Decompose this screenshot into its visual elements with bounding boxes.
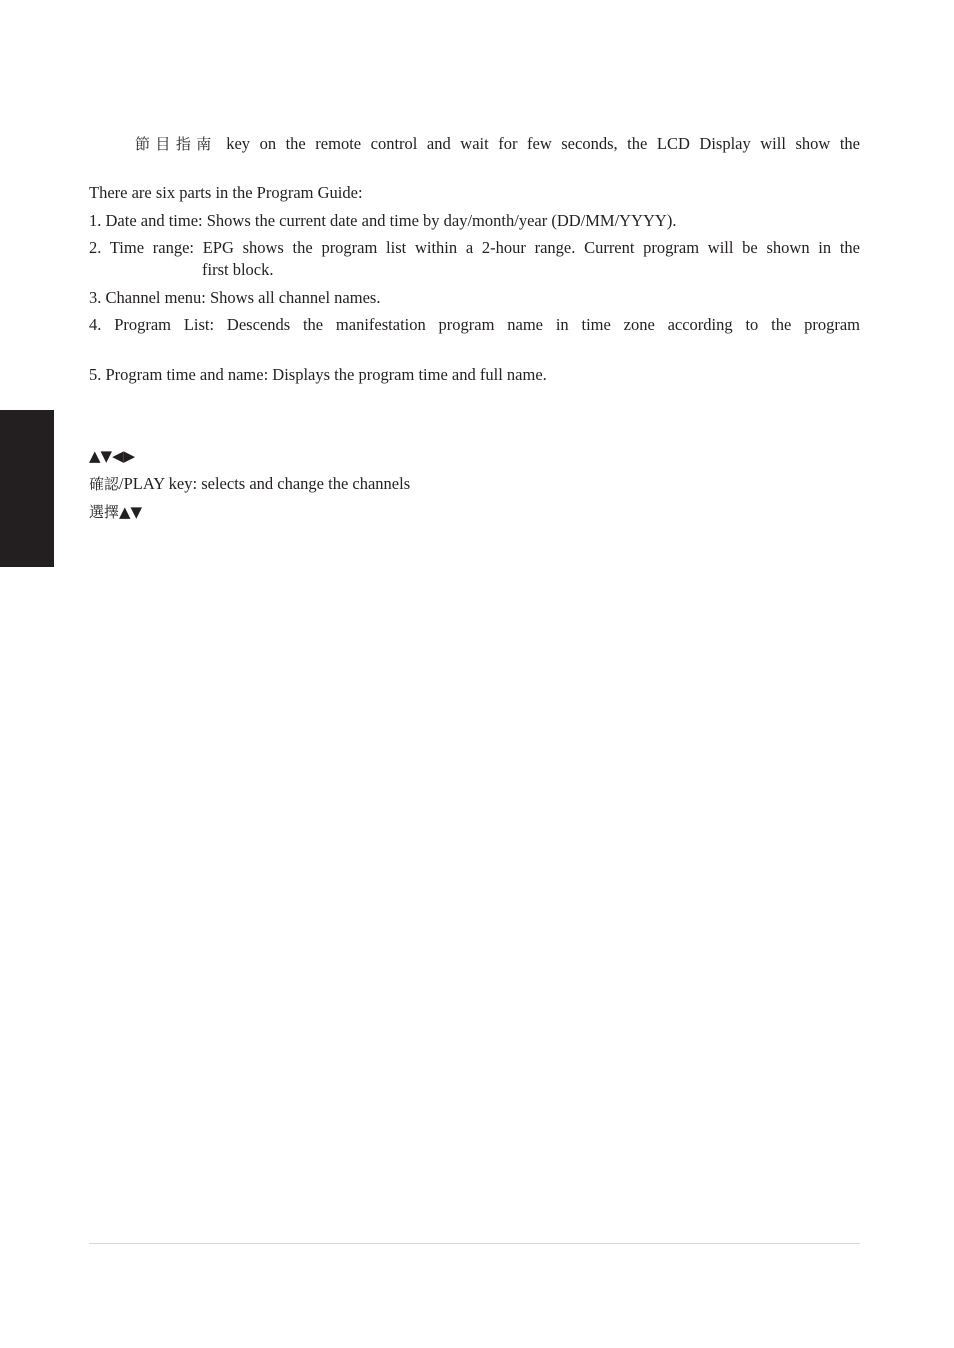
side-tab-marker — [0, 410, 54, 567]
confirm-key-name: 確認 — [89, 475, 120, 493]
list-item-time-range-continuation: first block. — [202, 260, 274, 279]
list-item-date-time: 1. Date and time: Shows the current date and time by day/month/year (DD/MM/YYYY). — [89, 211, 677, 230]
intro-paragraph — [135, 134, 860, 154]
parts-intro: There are six parts in the Program Guide: — [89, 183, 363, 202]
arrow-keys-icon: ▲▼◀▶ — [89, 447, 136, 465]
select-key-line — [89, 502, 142, 522]
select-key-name: 選擇 — [89, 503, 120, 521]
arrow-keys — [89, 446, 135, 466]
epg-key-name: 節目指南 — [135, 135, 217, 153]
confirm-key-text: /PLAY key: selects and change the channels — [119, 474, 411, 493]
select-arrows-icon: ▲▼ — [119, 503, 143, 521]
list-item-program-list: 4. Program List: Descends the manifestation program name in time zone according to the program — [89, 315, 860, 334]
confirm-key-line — [89, 474, 410, 494]
footer-rule — [89, 1243, 860, 1244]
list-item-channel-menu: 3. Channel menu: Shows all channel names. — [89, 288, 381, 307]
list-item-program-time-name: 5. Program time and name: Displays the program time and full name. — [89, 365, 547, 384]
intro-text: key on the remote control and wait for few seconds, the LCD Display will show the — [226, 134, 860, 153]
list-item-time-range: 2. Time range: EPG shows the program list within a 2-hour range. Current program will be shown in the — [89, 238, 860, 257]
